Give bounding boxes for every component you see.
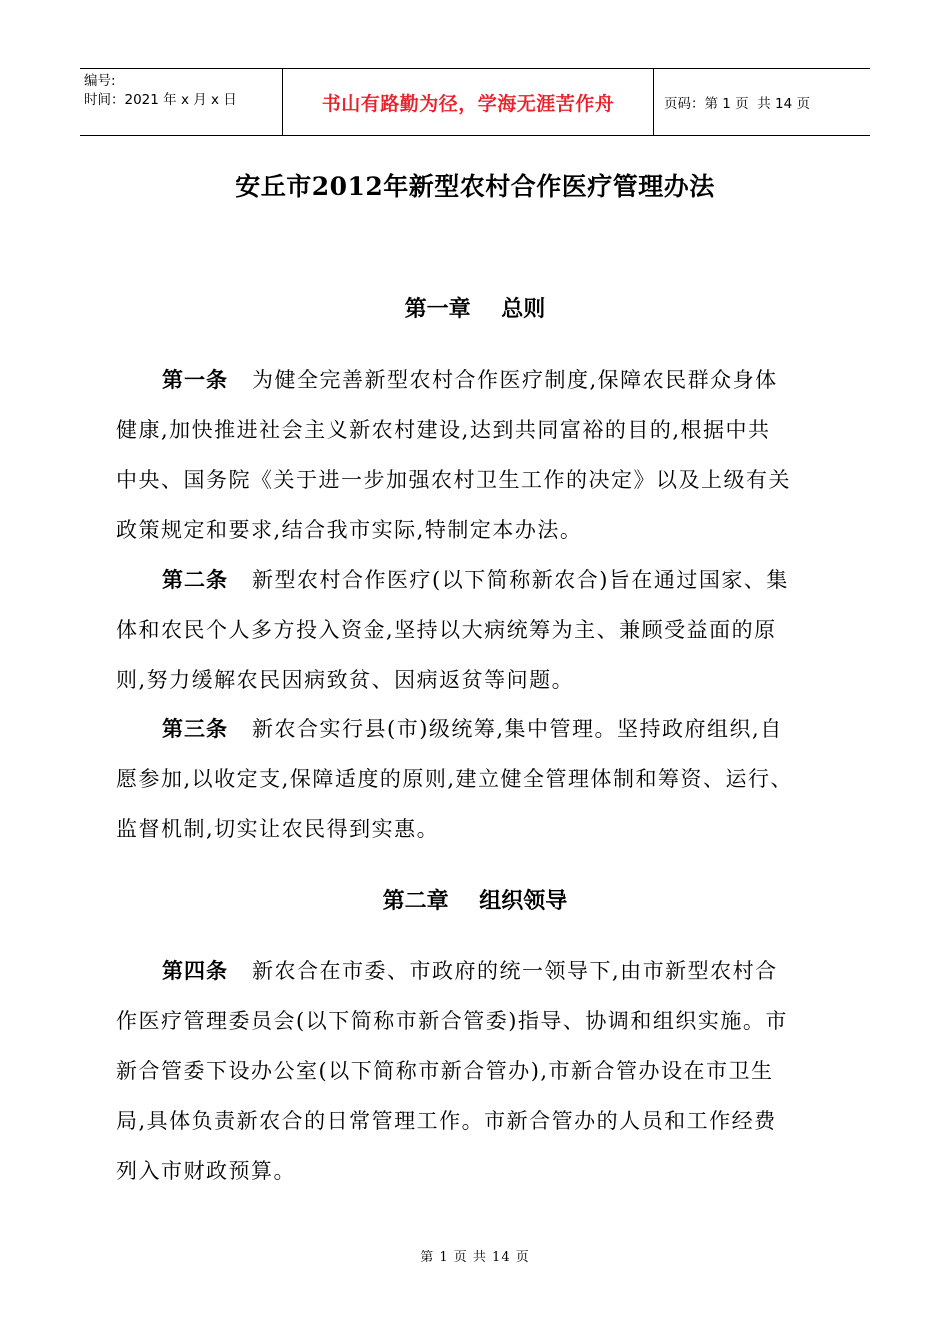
header-motto: 书山有路勤为径，学海无涯苦作舟 bbox=[321, 92, 615, 115]
header-page-info: 页码：第 1 页 共 14 页 bbox=[664, 96, 811, 112]
article-text-line: 则,努力缓解农民因病致贫、因病返贫等问题。 bbox=[116, 668, 575, 692]
article-text-line: 作医疗管理委员会(以下简称市新合管委)指导、协调和组织实施。市 bbox=[116, 1009, 788, 1033]
article-text-line: 列入市财政预算。 bbox=[116, 1159, 296, 1183]
article-text-line: 为健全完善新型农村合作医疗制度,保障农民群众身体 bbox=[252, 368, 778, 392]
article-text-line: 愿参加,以收定支,保障适度的原则,建立健全管理体制和筹资、运行、 bbox=[116, 767, 794, 791]
article-3 bbox=[116, 704, 844, 854]
article-text-line: 中央、国务院《关于进一步加强农村卫生工作的决定》以及上级有关 bbox=[116, 468, 791, 492]
article-2 bbox=[116, 555, 844, 705]
article-first-line bbox=[116, 946, 844, 996]
article-first-line bbox=[116, 355, 844, 405]
document-time-label: 时间：2021 年 x 月 x 日 bbox=[84, 92, 237, 108]
article-text-line: 健康,加快推进社会主义新农村建设,达到共同富裕的目的,根据中共 bbox=[116, 418, 771, 442]
article-first-line bbox=[116, 704, 844, 754]
document-title: 安丘市2012年新型农村合作医疗管理办法 bbox=[235, 172, 715, 201]
page-footer: 第 1 页 共 14 页 bbox=[420, 1250, 530, 1265]
article-text-line: 局,具体负责新农合的日常管理工作。市新合管办的人员和工作经费 bbox=[116, 1109, 777, 1133]
article-first-line bbox=[116, 555, 844, 605]
article-text-line: 监督机制,切实让农民得到实惠。 bbox=[116, 817, 440, 841]
article-text-line: 新型农村合作医疗(以下简称新农合)旨在通过国家、集 bbox=[252, 568, 789, 592]
header-motto-cell bbox=[283, 69, 654, 135]
header-meta-cell bbox=[80, 69, 283, 135]
chapter-heading-1: 第一章 总则 bbox=[404, 297, 546, 322]
article-label: 第一条 bbox=[162, 368, 228, 392]
article-text-line: 新合管委下设办公室(以下简称市新合管办),市新合管办设在市卫生 bbox=[116, 1059, 774, 1083]
article-4 bbox=[116, 946, 844, 1196]
article-text-line: 新农合在市委、市政府的统一领导下,由市新型农村合 bbox=[252, 959, 778, 983]
document-number-label: 编号: bbox=[84, 73, 116, 89]
article-label: 第四条 bbox=[162, 959, 228, 983]
article-label: 第二条 bbox=[162, 568, 228, 592]
article-1 bbox=[116, 355, 844, 555]
article-text-line: 政策规定和要求,结合我市实际,特制定本办法。 bbox=[116, 518, 583, 542]
document-header bbox=[80, 68, 870, 136]
article-text-line: 体和农民个人多方投入资金,坚持以大病统筹为主、兼顾受益面的原 bbox=[116, 618, 777, 642]
chapter-heading-2: 第二章 组织领导 bbox=[382, 889, 568, 914]
article-text-line: 新农合实行县(市)级统筹,集中管理。坚持政府组织,自 bbox=[252, 717, 783, 741]
article-label: 第三条 bbox=[162, 717, 228, 741]
